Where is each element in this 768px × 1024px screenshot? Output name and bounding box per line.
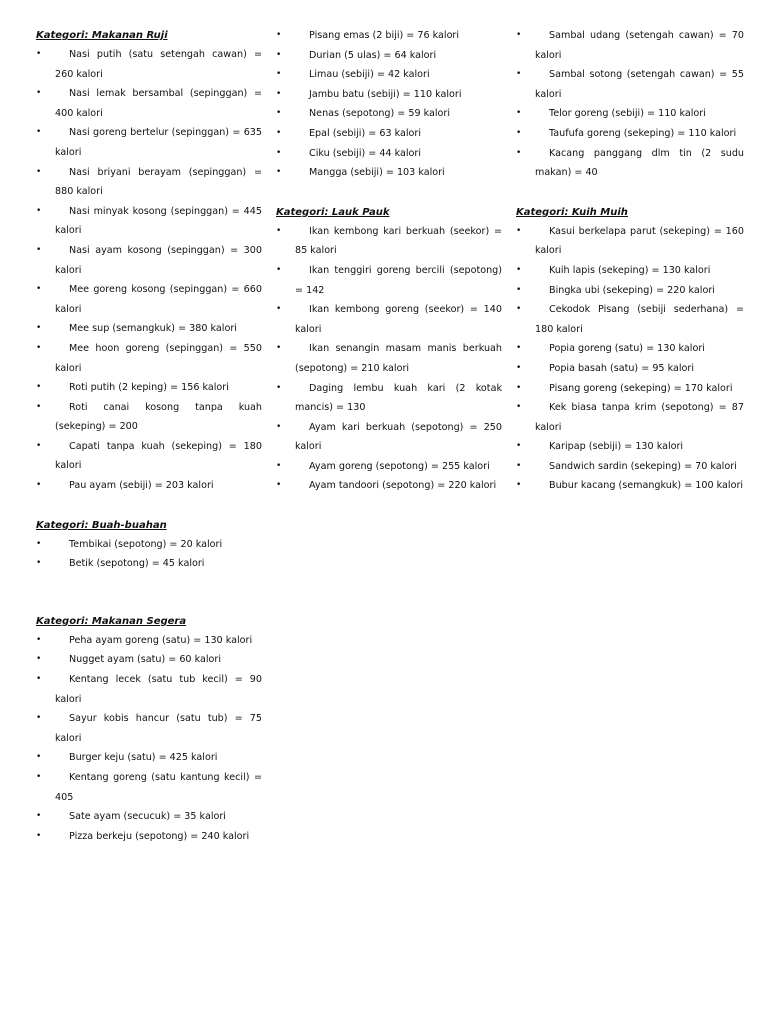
food-item-text: Pisang emas (2 biji) = 76 kalori (309, 30, 460, 41)
food-item-text: Bingka ubi (sekeping) = 220 kalori (549, 284, 715, 296)
bullet-icon: • (516, 460, 522, 471)
food-item-text: Roti canai kosong tanpa kuah (sekeping) = 200 (55, 401, 262, 433)
food-item (276, 163, 502, 183)
food-item-text: Nasi putih (satu setengah cawan) = 260 kalori (55, 49, 262, 80)
bullet-icon: • (36, 811, 42, 822)
food-item-text: Ayam tandoori (sepotong) = 220 kalori (309, 480, 497, 492)
food-item-text: Betik (sepotong) = 45 kalori (69, 558, 205, 570)
food-item (516, 457, 744, 477)
food-item (516, 300, 744, 339)
food-item-text: Nasi minyak kosong (sepinggan) = 445 kalori (55, 205, 262, 237)
food-item-text: Popia basah (satu) = 95 kalori (549, 362, 694, 374)
food-item-text: Ikan senangin masam manis berkuah (sepotong) = 210 kalori (295, 343, 502, 374)
bullet-icon: • (516, 127, 522, 138)
food-item-text: Taufufa goreng (sekeping) = 110 kalori (549, 127, 737, 139)
bullet-icon: • (36, 713, 42, 724)
bullet-icon: • (276, 30, 282, 40)
bullet-icon: • (36, 323, 42, 334)
food-item (276, 476, 502, 496)
bullet-icon: • (36, 88, 42, 99)
food-item-text: Kuih lapis (sekeping) = 130 kalori (549, 264, 711, 276)
food-item (276, 26, 502, 46)
bullet-icon: • (276, 460, 282, 471)
bullet-icon: • (36, 772, 42, 782)
bullet-icon: • (276, 304, 282, 315)
food-item-text: Mangga (sebiji) = 103 kalori (309, 167, 445, 179)
bullet-icon: • (276, 382, 282, 393)
food-item (276, 418, 502, 457)
bullet-icon: • (276, 108, 282, 119)
food-item (276, 65, 502, 85)
food-item-text: Sayur kobis hancur (satu tub) = 75 kalori (55, 713, 262, 744)
food-item-text: Cekodok Pisang (sebiji sederhana) = 180 kalori (535, 304, 744, 335)
food-item-text: Ikan kembong kari berkuah (seekor) = 85 kalori (295, 225, 502, 257)
food-list (36, 535, 262, 574)
category-section (276, 26, 502, 183)
food-item-text: Nasi ayam kosong (sepinggan) = 300 kalori (55, 244, 262, 276)
food-list (516, 26, 744, 183)
food-item-text: Ayam goreng (sepotong) = 255 kalori (309, 460, 490, 472)
bullet-icon: • (36, 538, 42, 549)
food-item (516, 398, 744, 437)
food-item-text: Telor goreng (sebiji) = 110 kalori (549, 108, 706, 120)
food-item (276, 46, 502, 66)
food-item-text: Daging lembu kuah kari (2 kotak mancis) = 130 (295, 382, 502, 414)
bullet-icon: • (516, 362, 522, 373)
food-item (36, 670, 262, 709)
food-item (36, 535, 262, 555)
bullet-icon: • (516, 382, 522, 393)
food-item-text: Bubur kacang (semangkuk) = 100 kalori (549, 480, 744, 492)
food-item (36, 319, 262, 339)
food-item-text: Burger keju (satu) = 425 kalori (69, 752, 218, 764)
food-item (36, 163, 262, 202)
food-item (36, 84, 262, 123)
food-item-text: Karipap (sebiji) = 130 kalori (549, 441, 684, 453)
food-item-text: Ikan tenggiri goreng bercili (sepotong) = 142 (295, 264, 502, 296)
food-list (36, 631, 262, 847)
food-item (36, 631, 262, 651)
food-item-text: Sambal sotong (setengah cawan) = 55 kalori (535, 69, 744, 100)
food-item (276, 261, 502, 300)
food-item-text: Nasi goreng bertelur (sepinggan) = 635 kalori (55, 127, 262, 158)
bullet-icon: • (36, 166, 42, 177)
bullet-icon: • (276, 88, 282, 99)
food-list (276, 26, 502, 183)
bullet-icon: • (36, 342, 42, 353)
food-item-text: Kentang goreng (satu kantung kecil) = 405 (55, 772, 262, 803)
food-item (516, 339, 744, 359)
food-item (276, 104, 502, 124)
food-item (276, 457, 502, 477)
food-item (516, 281, 744, 301)
food-item-text: Popia goreng (satu) = 130 kalori (549, 343, 705, 355)
food-item-text: Sambal udang (setengah cawan) = 70 kalori (535, 30, 744, 61)
food-item (516, 379, 744, 399)
food-item (516, 359, 744, 379)
food-item-text: Nasi lemak bersambal (sepinggan) = 400 kalori (55, 88, 262, 119)
food-item-text: Peha ayam goreng (satu) = 130 kalori (69, 634, 253, 646)
bullet-icon: • (36, 440, 42, 451)
food-list (516, 222, 744, 496)
bullet-icon: • (516, 343, 522, 354)
food-item (36, 476, 262, 496)
food-item-text: Mee goreng kosong (sepinggan) = 660 kalori (55, 284, 262, 315)
bullet-icon: • (276, 147, 282, 158)
food-item (36, 807, 262, 827)
food-item (276, 124, 502, 144)
bullet-icon: • (36, 127, 42, 138)
food-item-text: Pau ayam (sebiji) = 203 kalori (69, 480, 214, 492)
food-item (516, 104, 744, 124)
bullet-icon: • (36, 401, 42, 412)
food-item (276, 144, 502, 164)
food-item-text: Kacang panggang dlm tin (2 sudu makan) = 40 (535, 147, 744, 179)
food-item (36, 398, 262, 437)
food-item-text: Roti putih (2 keping) = 156 kalori (69, 382, 229, 394)
food-item (36, 339, 262, 378)
bullet-icon: • (36, 49, 42, 59)
column-1 (36, 26, 262, 866)
bullet-icon: • (36, 244, 42, 255)
food-item-text: Mee hoon goreng (sepinggan) = 550 kalori (55, 342, 262, 374)
food-item (516, 261, 744, 281)
category-section (36, 612, 262, 847)
food-item (516, 144, 744, 183)
food-item-text: Jambu batu (sebiji) = 110 kalori (309, 88, 462, 100)
food-item-text: Ikan kembong goreng (seekor) = 140 kalori (295, 304, 502, 335)
bullet-icon: • (276, 167, 282, 178)
food-item (36, 241, 262, 280)
food-item-text: Ayam kari berkuah (sepotong) = 250 kalori (295, 421, 502, 453)
bullet-icon: • (36, 480, 42, 491)
food-item (36, 202, 262, 241)
bullet-icon: • (516, 225, 522, 236)
food-item-text: Pisang goreng (sekeping) = 170 kalori (549, 382, 733, 394)
food-item-text: Sate ayam (secucuk) = 35 kalori (69, 811, 226, 823)
food-item (36, 554, 262, 574)
bullet-icon: • (516, 264, 522, 275)
bullet-icon: • (276, 343, 282, 354)
food-item (276, 300, 502, 339)
bullet-icon: • (36, 830, 42, 841)
food-item (276, 85, 502, 105)
bullet-icon: • (36, 752, 42, 763)
bullet-icon: • (276, 225, 282, 236)
food-item (36, 123, 262, 162)
food-item-text: Ciku (sebiji) = 44 kalori (309, 147, 422, 159)
food-item (36, 650, 262, 670)
bullet-icon: • (276, 264, 282, 275)
bullet-icon: • (516, 147, 522, 158)
food-item-text: Nugget ayam (satu) = 60 kalori (69, 654, 221, 666)
food-item (516, 437, 744, 457)
category-section (36, 26, 262, 496)
food-list (36, 45, 262, 496)
category-title: Kategori: Buah-buahan (36, 519, 167, 531)
food-item (36, 280, 262, 319)
bullet-icon: • (36, 654, 42, 665)
food-item (36, 748, 262, 768)
food-item (276, 339, 502, 378)
food-item (36, 437, 262, 476)
food-item-text: Sandwich sardin (sekeping) = 70 kalori (549, 460, 737, 472)
food-item-text: Kentang lecek (satu tub kecil) = 90 kalori (55, 674, 262, 705)
category-title: Kategori: Lauk Pauk (276, 206, 390, 218)
food-item-text: Limau (sebiji) = 42 kalori (309, 69, 430, 81)
food-item-text: Kek biasa tanpa krim (sepotong) = 87 kalori (535, 402, 744, 433)
food-item (36, 709, 262, 748)
category-title: Kategori: Makanan Segera (36, 615, 187, 627)
category-section (516, 26, 744, 183)
bullet-icon: • (36, 284, 42, 295)
bullet-icon: • (36, 205, 42, 216)
bullet-icon: • (516, 108, 522, 119)
category-section (276, 203, 502, 496)
food-list (276, 222, 502, 496)
bullet-icon: • (276, 480, 282, 491)
food-item (516, 476, 744, 496)
food-item-text: Pizza berkeju (sepotong) = 240 kalori (69, 830, 250, 842)
bullet-icon: • (516, 304, 522, 315)
bullet-icon: • (36, 674, 42, 685)
bullet-icon: • (36, 634, 42, 645)
food-item (516, 65, 744, 104)
category-section (36, 516, 262, 574)
bullet-icon: • (516, 30, 522, 40)
food-item-text: Mee sup (semangkuk) = 380 kalori (69, 323, 237, 335)
food-item-text: Nasi briyani berayam (sepinggan) = 880 kalori (55, 166, 262, 198)
food-item (36, 45, 262, 84)
category-section (516, 203, 744, 496)
food-item (36, 827, 262, 847)
food-item-text: Epal (sebiji) = 63 kalori (309, 127, 422, 139)
bullet-icon: • (36, 382, 42, 393)
column-3 (516, 26, 744, 516)
bullet-icon: • (516, 480, 522, 491)
food-item-text: Nenas (sepotong) = 59 kalori (309, 108, 451, 120)
category-title: Kategori: Makanan Ruji (36, 30, 168, 41)
food-item (516, 124, 744, 144)
food-item (276, 222, 502, 261)
food-item-text: Durian (5 ulas) = 64 kalori (309, 49, 437, 61)
food-item-text: Capati tanpa kuah (sekeping) = 180 kalori (55, 440, 262, 472)
bullet-icon: • (276, 127, 282, 138)
category-title: Kategori: Kuih Muih (516, 206, 628, 218)
bullet-icon: • (276, 421, 282, 432)
food-item (276, 379, 502, 418)
food-item (516, 222, 744, 261)
bullet-icon: • (516, 441, 522, 452)
food-item-text: Tembikai (sepotong) = 20 kalori (69, 538, 223, 550)
bullet-icon: • (276, 69, 282, 80)
food-item (36, 768, 262, 807)
column-2 (276, 26, 502, 516)
bullet-icon: • (36, 558, 42, 569)
bullet-icon: • (516, 284, 522, 295)
food-item (36, 378, 262, 398)
bullet-icon: • (516, 69, 522, 80)
food-item-text: Kasui berkelapa parut (sekeping) = 160 kalori (535, 225, 744, 257)
bullet-icon: • (276, 49, 282, 60)
food-item (516, 26, 744, 65)
bullet-icon: • (516, 402, 522, 413)
